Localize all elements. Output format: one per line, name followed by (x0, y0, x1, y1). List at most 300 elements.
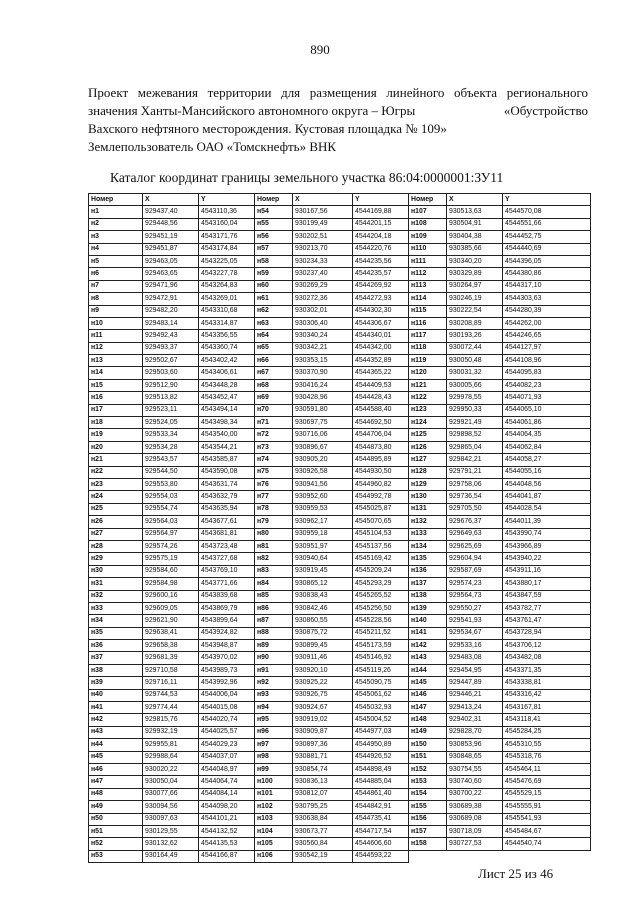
x-coordinate-cell: 929448,56 (143, 218, 199, 230)
x-coordinate-cell: 930132,62 (143, 838, 199, 850)
y-coordinate-cell: 4545256,50 (353, 602, 409, 614)
x-coordinate-cell: 929483,08 (447, 652, 503, 664)
table-row (89, 540, 591, 552)
point-number-cell: н128 (409, 466, 447, 478)
point-number-cell: н15 (89, 379, 143, 391)
point-number-cell: н42 (89, 714, 143, 726)
x-coordinate-cell: 929604,94 (447, 553, 503, 565)
y-coordinate-cell: 4545293,29 (353, 578, 409, 590)
point-number-cell: н70 (255, 404, 293, 416)
y-coordinate-cell: 4545555,91 (503, 801, 591, 813)
x-coordinate-cell: 930246,19 (447, 293, 503, 305)
x-coordinate-cell: 930920,10 (293, 664, 353, 676)
table-row (89, 218, 591, 230)
header-number-1: Номер (89, 194, 143, 206)
point-number-cell: н60 (255, 280, 293, 292)
y-coordinate-cell: 4545004,52 (353, 714, 409, 726)
y-coordinate-cell: 4544895,89 (353, 454, 409, 466)
table-row (89, 404, 591, 416)
x-coordinate-cell: 929716,11 (143, 677, 199, 689)
table-row (89, 578, 591, 590)
y-coordinate-cell: 4543839,68 (199, 590, 255, 602)
point-number-cell: н74 (255, 454, 293, 466)
x-coordinate-cell: 929600,16 (143, 590, 199, 602)
point-number-cell: н24 (89, 491, 143, 503)
x-coordinate-cell: 929621,90 (143, 615, 199, 627)
x-coordinate-cell: 929842,21 (447, 454, 503, 466)
point-number-cell: н112 (409, 268, 447, 280)
x-coordinate-cell: 929574,26 (143, 540, 199, 552)
x-coordinate-cell: 929988,64 (143, 751, 199, 763)
y-coordinate-cell: 4544340,01 (353, 330, 409, 342)
x-coordinate-cell: 929865,04 (447, 441, 503, 453)
x-coordinate-cell: 930129,55 (143, 825, 199, 837)
x-coordinate-cell: 930959,18 (293, 528, 353, 540)
y-coordinate-cell: 4543452,47 (199, 392, 255, 404)
point-number-cell: н2 (89, 218, 143, 230)
x-coordinate-cell: 930513,63 (447, 206, 503, 218)
point-number-cell: н126 (409, 441, 447, 453)
x-coordinate-cell: 929512,90 (143, 379, 199, 391)
point-number-cell: н105 (255, 838, 293, 850)
x-coordinate-cell: 930716,06 (293, 429, 353, 441)
table-row (89, 454, 591, 466)
x-coordinate-cell: 930952,60 (293, 491, 353, 503)
point-number-cell: н100 (255, 776, 293, 788)
point-number-cell: н84 (255, 578, 293, 590)
x-coordinate-cell: 930202,51 (293, 231, 353, 243)
x-coordinate-cell: 929638,41 (143, 627, 199, 639)
x-coordinate-cell: 930926,58 (293, 466, 353, 478)
x-coordinate-cell: 930838,43 (293, 590, 353, 602)
x-coordinate-cell: 929564,97 (143, 528, 199, 540)
point-number-cell: н141 (409, 627, 447, 639)
table-row (89, 255, 591, 267)
x-coordinate-cell: 929554,74 (143, 503, 199, 515)
point-number-cell: н75 (255, 466, 293, 478)
point-number-cell: н18 (89, 417, 143, 429)
y-coordinate-cell: 4543544,21 (199, 441, 255, 453)
x-coordinate-cell: 929471,96 (143, 280, 199, 292)
x-coordinate-cell: 930848,65 (447, 751, 503, 763)
y-coordinate-cell: 4544280,39 (503, 305, 591, 317)
y-coordinate-cell: 4543632,79 (199, 491, 255, 503)
y-coordinate-cell: 4543635,94 (199, 503, 255, 515)
x-coordinate-cell: 930213,70 (293, 243, 353, 255)
x-coordinate-cell: 930370,90 (293, 367, 353, 379)
point-number-cell: н86 (255, 602, 293, 614)
y-coordinate-cell: 4544342,00 (353, 342, 409, 354)
point-number-cell: н19 (89, 429, 143, 441)
x-coordinate-cell: 930005,66 (447, 379, 503, 391)
x-coordinate-cell: 930097,63 (143, 813, 199, 825)
x-coordinate-cell: 930193,26 (447, 330, 503, 342)
point-number-cell: н108 (409, 218, 447, 230)
x-coordinate-cell: 930899,45 (293, 640, 353, 652)
table-row (89, 838, 591, 850)
point-number-cell: н71 (255, 417, 293, 429)
x-coordinate-cell: 929533,16 (447, 640, 503, 652)
point-number-cell: н110 (409, 243, 447, 255)
point-number-cell: н102 (255, 801, 293, 813)
x-coordinate-cell: 930385,66 (447, 243, 503, 255)
table-row (89, 602, 591, 614)
x-coordinate-cell: 929413,24 (447, 702, 503, 714)
y-coordinate-cell: 4543761,47 (503, 615, 591, 627)
x-coordinate-cell: 929587,69 (447, 565, 503, 577)
y-coordinate-cell: 4544127,97 (503, 342, 591, 354)
point-number-cell: н57 (255, 243, 293, 255)
table-row (89, 231, 591, 243)
point-number-cell: н44 (89, 739, 143, 751)
point-number-cell: н26 (89, 516, 143, 528)
x-coordinate-cell: 930896,67 (293, 441, 353, 453)
x-coordinate-cell: 930269,29 (293, 280, 353, 292)
point-number-cell: н41 (89, 702, 143, 714)
y-coordinate-cell: 4544692,50 (353, 417, 409, 429)
x-coordinate-cell: 929584,60 (143, 565, 199, 577)
table-row (89, 293, 591, 305)
x-coordinate-cell: 929625,69 (447, 540, 503, 552)
y-coordinate-cell: 4543992,96 (199, 677, 255, 689)
y-coordinate-cell: 4544025,57 (199, 726, 255, 738)
y-coordinate-cell: 4543310,68 (199, 305, 255, 317)
table-row (89, 553, 591, 565)
x-coordinate-cell: 929791,21 (447, 466, 503, 478)
table-row (89, 801, 591, 813)
point-number-cell: н9 (89, 305, 143, 317)
table-row (89, 776, 591, 788)
x-coordinate-cell: 930919,02 (293, 714, 353, 726)
table-row (89, 342, 591, 354)
x-coordinate-cell: 929815,76 (143, 714, 199, 726)
y-coordinate-cell: 4544201,15 (353, 218, 409, 230)
table-row (89, 615, 591, 627)
y-coordinate-cell: 4544540,74 (503, 838, 591, 850)
y-coordinate-cell: 4545284,25 (503, 726, 591, 738)
x-coordinate-cell: 929446,21 (447, 689, 503, 701)
y-coordinate-cell: 4544020,74 (199, 714, 255, 726)
point-number-cell: н33 (89, 602, 143, 614)
point-number-cell: н89 (255, 640, 293, 652)
x-coordinate-cell: 929554,03 (143, 491, 199, 503)
y-coordinate-cell: 4545025,87 (353, 503, 409, 515)
point-number-cell: н5 (89, 255, 143, 267)
y-coordinate-cell: 4543782,77 (503, 602, 591, 614)
x-coordinate-cell: 930404,38 (447, 231, 503, 243)
y-coordinate-cell: 4544606,60 (353, 838, 409, 850)
x-coordinate-cell: 929523,11 (143, 404, 199, 416)
point-number-cell: н82 (255, 553, 293, 565)
x-coordinate-cell: 929402,31 (447, 714, 503, 726)
x-coordinate-cell: 929454,95 (447, 664, 503, 676)
x-coordinate-cell: 930031,32 (447, 367, 503, 379)
point-number-cell: н40 (89, 689, 143, 701)
x-coordinate-cell: 930727,53 (447, 838, 503, 850)
x-coordinate-cell: 930050,48 (447, 355, 503, 367)
y-coordinate-cell: 4543940,22 (503, 553, 591, 565)
heading-line-1: Проект межевания территории для размещения линейного объекта регионального (88, 85, 588, 100)
point-number-cell: н76 (255, 478, 293, 490)
point-number-cell: н104 (255, 825, 293, 837)
y-coordinate-cell: 4543360,74 (199, 342, 255, 354)
x-coordinate-cell: 929502,67 (143, 355, 199, 367)
y-coordinate-cell: 4543494,14 (199, 404, 255, 416)
y-coordinate-cell: 4543371,35 (503, 664, 591, 676)
x-coordinate-cell: 929472,91 (143, 293, 199, 305)
y-coordinate-cell: 4543728,94 (503, 627, 591, 639)
point-number-cell: н14 (89, 367, 143, 379)
point-number-cell: н38 (89, 664, 143, 676)
y-coordinate-cell: 4543847,59 (503, 590, 591, 602)
x-coordinate-cell: 929543,57 (143, 454, 199, 466)
table-row (89, 652, 591, 664)
x-coordinate-cell: 930237,40 (293, 268, 353, 280)
x-coordinate-cell: 929575,19 (143, 553, 199, 565)
x-coordinate-cell: 930926,75 (293, 689, 353, 701)
y-coordinate-cell: 4543706,12 (503, 640, 591, 652)
point-number-cell: н22 (89, 466, 143, 478)
y-coordinate-cell: 4543990,74 (503, 528, 591, 540)
point-number-cell: н37 (89, 652, 143, 664)
y-coordinate-cell (503, 850, 591, 862)
point-number-cell: н36 (89, 640, 143, 652)
heading-line-4: Землепользователь ОАО «Томскнефть» ВНК (88, 139, 337, 154)
heading-line-3: Вахского нефтяного месторождения. Кустовая площадка № 109» (88, 121, 447, 136)
point-number-cell: н66 (255, 355, 293, 367)
point-number-cell: н73 (255, 441, 293, 453)
y-coordinate-cell: 4544037,07 (199, 751, 255, 763)
y-coordinate-cell: 4544365,22 (353, 367, 409, 379)
table-row (89, 677, 591, 689)
point-number-cell: н81 (255, 540, 293, 552)
y-coordinate-cell: 4544262,00 (503, 317, 591, 329)
x-coordinate-cell: 929658,38 (143, 640, 199, 652)
y-coordinate-cell: 4544055,16 (503, 466, 591, 478)
x-coordinate-cell: 929564,73 (447, 590, 503, 602)
point-number-cell: н30 (89, 565, 143, 577)
y-coordinate-cell: 4544452,75 (503, 231, 591, 243)
y-coordinate-cell: 4545119,26 (353, 664, 409, 676)
point-number-cell: н131 (409, 503, 447, 515)
point-number-cell: н46 (89, 763, 143, 775)
heading-line-2-left: значения Ханты-Мансийского автономного округа – Югры (88, 103, 416, 118)
y-coordinate-cell: 4543677,61 (199, 516, 255, 528)
y-coordinate-cell: 4544095,83 (503, 367, 591, 379)
table-row (89, 739, 591, 751)
y-coordinate-cell: 4543681,81 (199, 528, 255, 540)
x-coordinate-cell: 930959,53 (293, 503, 353, 515)
y-coordinate-cell: 4544885,04 (353, 776, 409, 788)
x-coordinate-cell: 929774,44 (143, 702, 199, 714)
y-coordinate-cell: 4544048,97 (199, 763, 255, 775)
table-row (89, 330, 591, 342)
point-number-cell: н127 (409, 454, 447, 466)
y-coordinate-cell: 4544992,78 (353, 491, 409, 503)
point-number-cell: н91 (255, 664, 293, 676)
y-coordinate-cell: 4544011,39 (503, 516, 591, 528)
y-coordinate-cell: 4544166,87 (199, 850, 255, 862)
point-number-cell: н98 (255, 751, 293, 763)
x-coordinate-cell: 930795,25 (293, 801, 353, 813)
x-coordinate-cell: 929447,89 (447, 677, 503, 689)
table-row (89, 379, 591, 391)
point-number-cell: н54 (255, 206, 293, 218)
point-number-cell: н34 (89, 615, 143, 627)
point-number-cell: н87 (255, 615, 293, 627)
y-coordinate-cell: 4545104,53 (353, 528, 409, 540)
y-coordinate-cell: 4544396,05 (503, 255, 591, 267)
header-y-1: Y (199, 194, 255, 206)
y-coordinate-cell: 4543264,83 (199, 280, 255, 292)
x-coordinate-cell: 930919,45 (293, 565, 353, 577)
y-coordinate-cell: 4543948,87 (199, 640, 255, 652)
point-number-cell: н145 (409, 677, 447, 689)
table-row (89, 702, 591, 714)
y-coordinate-cell: 4543225,05 (199, 255, 255, 267)
point-number-cell: н68 (255, 379, 293, 391)
y-coordinate-cell: 4544135,53 (199, 838, 255, 850)
x-coordinate-cell: 930077,66 (143, 788, 199, 800)
y-coordinate-cell: 4545484,67 (503, 825, 591, 837)
point-number-cell: н65 (255, 342, 293, 354)
x-coordinate-cell: 929978,55 (447, 392, 503, 404)
header-number-2: Номер (255, 194, 293, 206)
table-row (89, 243, 591, 255)
x-coordinate-cell: 930222,54 (447, 305, 503, 317)
point-number-cell: н58 (255, 255, 293, 267)
x-coordinate-cell: 929524,05 (143, 417, 199, 429)
y-coordinate-cell: 4543269,01 (199, 293, 255, 305)
y-coordinate-cell: 4544272,93 (353, 293, 409, 305)
y-coordinate-cell: 4544380,86 (503, 268, 591, 280)
table-row (89, 503, 591, 515)
point-number-cell: н121 (409, 379, 447, 391)
x-coordinate-cell: 930881,71 (293, 751, 353, 763)
point-number-cell: н94 (255, 702, 293, 714)
point-number-cell: н155 (409, 801, 447, 813)
x-coordinate-cell: 930638,84 (293, 813, 353, 825)
y-coordinate-cell: 4545090,75 (353, 677, 409, 689)
x-coordinate-cell: 930689,38 (447, 801, 503, 813)
y-coordinate-cell: 4545211,52 (353, 627, 409, 639)
y-coordinate-cell: 4544269,92 (353, 280, 409, 292)
x-coordinate-cell: 929437,40 (143, 206, 199, 218)
x-coordinate-cell: 930951,97 (293, 540, 353, 552)
x-coordinate-cell: 930697,75 (293, 417, 353, 429)
x-coordinate-cell: 930302,01 (293, 305, 353, 317)
point-number-cell: н133 (409, 528, 447, 540)
x-coordinate-cell: 930020,22 (143, 763, 199, 775)
x-coordinate-cell: 929932,19 (143, 726, 199, 738)
point-number-cell: н72 (255, 429, 293, 441)
point-number-cell: н29 (89, 553, 143, 565)
catalog-title: Каталог координат границы земельного участка 86:04:0000001:ЗУ11 (110, 170, 504, 185)
y-coordinate-cell: 4544041,87 (503, 491, 591, 503)
y-coordinate-cell: 4543540,00 (199, 429, 255, 441)
point-number-cell: н144 (409, 664, 447, 676)
x-coordinate-cell: 930865,12 (293, 578, 353, 590)
y-coordinate-cell: 4543406,61 (199, 367, 255, 379)
y-coordinate-cell: 4544204,18 (353, 231, 409, 243)
y-coordinate-cell: 4544898,49 (353, 763, 409, 775)
point-number-cell: н45 (89, 751, 143, 763)
x-coordinate-cell: 930234,33 (293, 255, 353, 267)
point-number-cell: н154 (409, 788, 447, 800)
x-coordinate-cell: 930740,60 (447, 776, 503, 788)
y-coordinate-cell: 4545541,93 (503, 813, 591, 825)
y-coordinate-cell: 4545061,62 (353, 689, 409, 701)
point-number-cell: н50 (89, 813, 143, 825)
table-row (89, 305, 591, 317)
point-number-cell: н130 (409, 491, 447, 503)
table-row (89, 714, 591, 726)
x-coordinate-cell: 930208,89 (447, 317, 503, 329)
point-number-cell: н143 (409, 652, 447, 664)
x-coordinate-cell: 929463,65 (143, 268, 199, 280)
point-number-cell: н28 (89, 540, 143, 552)
point-number-cell: н11 (89, 330, 143, 342)
point-number-cell: н52 (89, 838, 143, 850)
x-coordinate-cell: 930504,91 (447, 218, 503, 230)
y-coordinate-cell: 4544317,10 (503, 280, 591, 292)
y-coordinate-cell: 4543174,84 (199, 243, 255, 255)
point-number-cell: н118 (409, 342, 447, 354)
x-coordinate-cell: 929898,52 (447, 429, 503, 441)
table-row (89, 850, 591, 862)
point-number-cell: н97 (255, 739, 293, 751)
x-coordinate-cell: 930836,13 (293, 776, 353, 788)
point-number-cell: н90 (255, 652, 293, 664)
point-number-cell: н103 (255, 813, 293, 825)
point-number-cell: н107 (409, 206, 447, 218)
point-number-cell: н61 (255, 293, 293, 305)
y-coordinate-cell: 4545209,24 (353, 565, 409, 577)
x-coordinate-cell: 929744,53 (143, 689, 199, 701)
y-coordinate-cell: 4544058,27 (503, 454, 591, 466)
point-number-cell: н148 (409, 714, 447, 726)
y-coordinate-cell: 4544098,20 (199, 801, 255, 813)
x-coordinate-cell: 929534,28 (143, 441, 199, 453)
x-coordinate-cell: 930911,46 (293, 652, 353, 664)
point-number-cell: н156 (409, 813, 447, 825)
y-coordinate-cell: 4543314,87 (199, 317, 255, 329)
y-coordinate-cell: 4544873,80 (353, 441, 409, 453)
x-coordinate-cell: 929649,63 (447, 528, 503, 540)
y-coordinate-cell: 4544842,91 (353, 801, 409, 813)
table-row (89, 317, 591, 329)
x-coordinate-cell: 930329,89 (447, 268, 503, 280)
y-coordinate-cell: 4544717,54 (353, 825, 409, 837)
table-row (89, 813, 591, 825)
x-coordinate-cell: 929493,37 (143, 342, 199, 354)
y-coordinate-cell: 4544071,93 (503, 392, 591, 404)
table-row (89, 268, 591, 280)
y-coordinate-cell: 4543899,64 (199, 615, 255, 627)
x-coordinate-cell: 929492,43 (143, 330, 199, 342)
table-row (89, 280, 591, 292)
table-row (89, 417, 591, 429)
y-coordinate-cell: 4544048,56 (503, 478, 591, 490)
header-x-2: X (293, 194, 353, 206)
x-coordinate-cell: 929955,81 (143, 739, 199, 751)
point-number-cell: н138 (409, 590, 447, 602)
y-coordinate-cell: 4543970,02 (199, 652, 255, 664)
x-coordinate-cell: 930353,15 (293, 355, 353, 367)
y-coordinate-cell: 4543727,68 (199, 553, 255, 565)
y-coordinate-cell: 4544706,04 (353, 429, 409, 441)
table-row (89, 763, 591, 775)
